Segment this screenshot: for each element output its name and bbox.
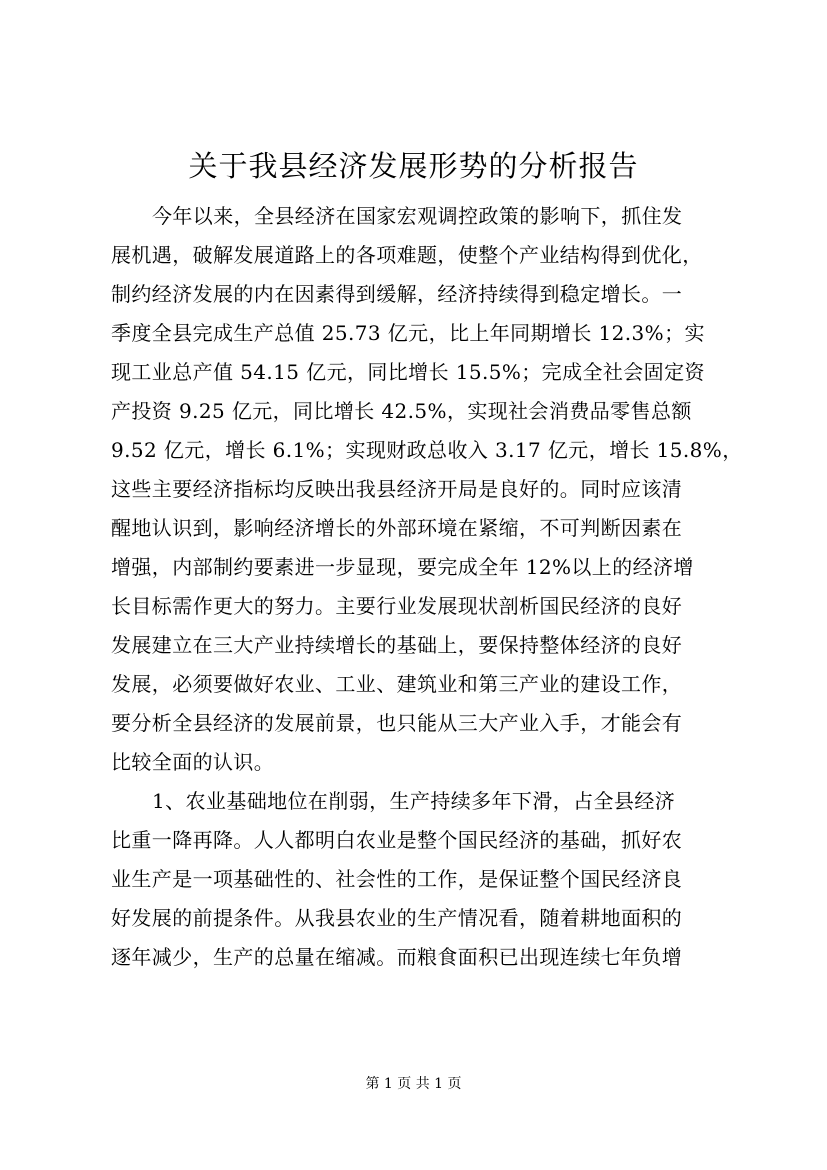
paragraph-line: 这些主要经济指标均反映出我县经济开局是良好的。同时应该清: [111, 477, 683, 501]
paragraph-line: 业生产是一项基础性的、社会性的工作，是保证整个国民经济良: [111, 867, 683, 891]
paragraph-line: 比较全面的认识。: [111, 750, 275, 774]
paragraph-line: 发展，必须要做好农业、工业、建筑业和第三产业的建设工作，: [111, 672, 683, 696]
paragraph-line: 现工业总产值 54.15 亿元，同比增长 15.5%；完成全社会固定资: [111, 360, 705, 384]
page-footer: 第 1 页 共 1 页: [365, 1076, 462, 1092]
paragraph-line: 要分析全县经济的发展前景，也只能从三大产业入手，才能会有: [111, 711, 683, 735]
paragraph-line: 好发展的前提条件。从我县农业的生产情况看，随着耕地面积的: [111, 906, 683, 930]
paragraph-line: 产投资 9.25 亿元，同比增长 42.5%，实现社会消费品零售总额: [111, 399, 692, 423]
paragraph-line: 长目标需作更大的努力。主要行业发展现状剖析国民经济的良好: [111, 594, 683, 618]
paragraph-line: 9.52 亿元，增长 6.1%；实现财政总收入 3.17 亿元，增长 15.8%，: [111, 438, 743, 462]
paragraph-line: 制约经济发展的内在因素得到缓解，经济持续得到稳定增长。一: [111, 282, 683, 306]
paragraph-line: 展机遇，破解发展道路上的各项难题，使整个产业结构得到优化，: [111, 243, 703, 267]
paragraph-line: 季度全县完成生产总值 25.73 亿元，比上年同期增长 12.3%；实: [111, 321, 705, 345]
paragraph-line: 醒地认识到，影响经济增长的外部环境在紧缩，不可判断因素在: [111, 516, 683, 540]
paragraph-line: 逐年减少，生产的总量在缩减。而粮食面积已出现连续七年负增: [111, 945, 683, 969]
document-title: 关于我县经济发展形势的分析报告: [188, 149, 639, 183]
paragraph-line: 今年以来，全县经济在国家宏观调控政策的影响下，抓住发: [152, 204, 683, 228]
paragraph-line: 比重一降再降。人人都明白农业是整个国民经济的基础，抓好农: [111, 828, 683, 852]
paragraph-line: 增强，内部制约要素进一步显现，要完成全年 12%以上的经济增: [111, 555, 694, 579]
document-body: [111, 197, 743, 977]
paragraph-line: 发展建立在三大产业持续增长的基础上，要保持整体经济的良好: [111, 633, 683, 657]
paragraph-line: 1、农业基础地位在削弱，生产持续多年下滑，占全县经济: [152, 789, 676, 813]
